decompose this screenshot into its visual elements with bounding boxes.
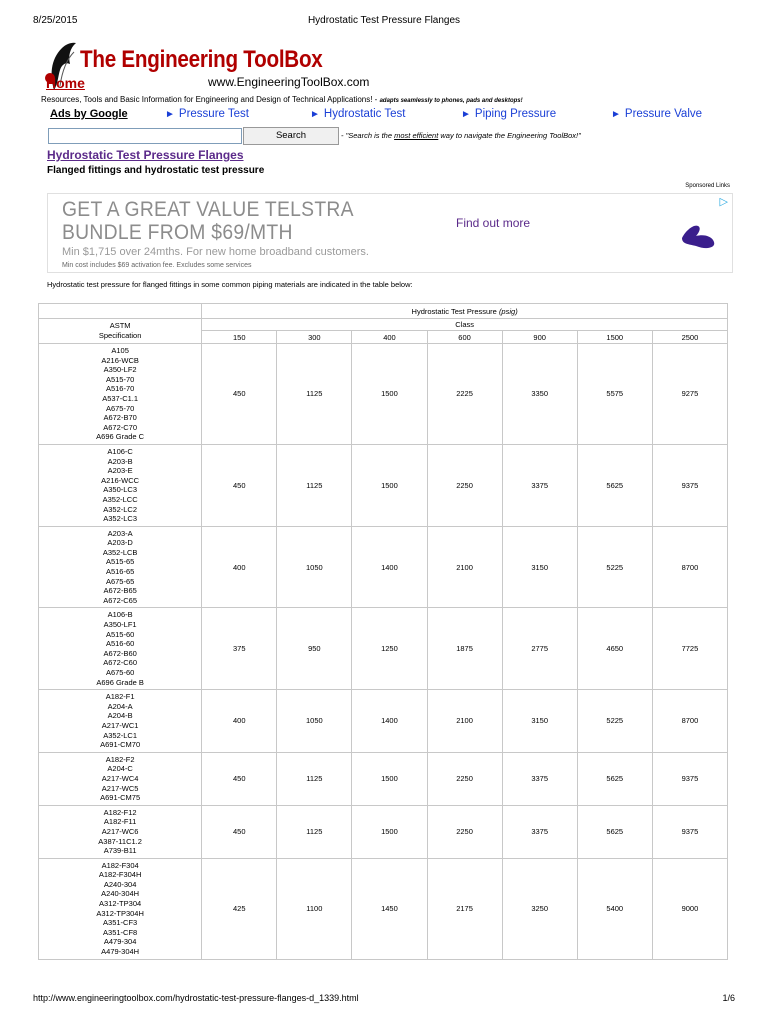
nav-link-label: Hydrostatic Test <box>323 108 406 120</box>
pressure-value-cell: 1500 <box>352 752 427 805</box>
spec-item: A479-304 <box>103 937 137 947</box>
pressure-value-cell: 3250 <box>502 858 577 959</box>
class-header-cell: 2500 <box>652 331 727 344</box>
spec-item: A352-LC1 <box>103 730 137 740</box>
spec-item: A515-65 <box>105 557 135 567</box>
spec-item: A672-C65 <box>103 595 137 605</box>
pressure-value-cell: 1400 <box>352 690 427 753</box>
pressure-value-cell: 5625 <box>577 752 652 805</box>
spec-item: A696 Grade C <box>96 432 145 442</box>
search-button[interactable]: Search <box>243 127 339 145</box>
pressure-value-cell: 1450 <box>352 858 427 959</box>
spec-item: A672-C70 <box>103 422 137 432</box>
tagline-text: Resources, Tools and Basic Information for Engineering and Design of Technical Applications! - <box>41 95 380 104</box>
spec-item: A352-LC3 <box>103 514 137 524</box>
pressure-value-cell: 1125 <box>277 752 352 805</box>
pressure-value-cell: 2100 <box>427 526 502 608</box>
pressure-value-cell: 1125 <box>277 344 352 445</box>
search-note-suffix: way to navigate the Engineering ToolBox!" <box>438 131 581 140</box>
spec-item: A691-CM70 <box>100 740 141 750</box>
spec-item: A217-WC1 <box>101 720 139 730</box>
pressure-value-cell: 1100 <box>277 858 352 959</box>
spec-item: A216-WCB <box>101 355 139 365</box>
spec-item: A516-70 <box>105 384 135 394</box>
search-input[interactable] <box>48 128 242 144</box>
top-nav <box>50 108 720 124</box>
pressure-value-cell: 950 <box>277 608 352 690</box>
pressure-value-cell: 1500 <box>352 344 427 445</box>
pressure-value-cell: 2250 <box>427 444 502 526</box>
page-subtitle: Flanged fittings and hydrostatic test pressure <box>47 165 265 176</box>
print-header <box>33 15 735 29</box>
spec-cell <box>39 526 202 608</box>
pressure-value-cell: 1400 <box>352 526 427 608</box>
spec-item: A672-B70 <box>103 413 137 423</box>
table-unit: (psig) <box>498 306 518 316</box>
print-page-number: 1/6 <box>722 993 735 1003</box>
pressure-value-cell: 400 <box>202 690 277 753</box>
nav-link-pressure-test[interactable] <box>165 108 249 120</box>
pressure-value-cell: 3375 <box>502 444 577 526</box>
pressure-value-cell: 1050 <box>277 526 352 608</box>
search-note <box>341 131 581 140</box>
search-note-prefix: - "Search is the <box>341 131 395 140</box>
spec-cell <box>39 752 202 805</box>
print-url: http://www.engineeringtoolbox.com/hydrostatic-test-pressure-flanges-d_1339.html <box>33 993 359 1003</box>
pressure-value-cell: 450 <box>202 344 277 445</box>
pressure-value-cell: 450 <box>202 444 277 526</box>
spec-item: A182-F11 <box>103 817 137 827</box>
pressure-value-cell: 425 <box>202 858 277 959</box>
spec-item: A672-B65 <box>103 586 137 596</box>
pressure-value-cell: 2250 <box>427 752 502 805</box>
pressure-value-cell: 2100 <box>427 690 502 753</box>
pressure-value-cell: 3150 <box>502 526 577 608</box>
spec-header-line: ASTM <box>109 321 131 331</box>
spec-item: A515-70 <box>105 374 135 384</box>
triangle-right-icon: ► <box>611 109 621 120</box>
pressure-value-cell: 9375 <box>652 805 727 858</box>
pressure-value-cell: 1125 <box>277 805 352 858</box>
pressure-value-cell: 1125 <box>277 444 352 526</box>
pressure-value-cell: 5625 <box>577 805 652 858</box>
spec-item: A479-304H <box>101 947 140 957</box>
spec-cell <box>39 608 202 690</box>
triangle-right-icon: ► <box>310 109 320 120</box>
ad-subtext: Min $1,715 over 24mths. For new home broadband customers. <box>62 246 369 258</box>
spec-item: A350-LF2 <box>103 365 137 375</box>
spec-item: A105 <box>111 346 129 355</box>
pressure-value-cell: 1500 <box>352 444 427 526</box>
print-date: 8/25/2015 <box>33 15 78 26</box>
spec-item: A350-LF1 <box>103 620 137 630</box>
spec-item: A106-C <box>107 446 133 456</box>
spec-item: A351-CF8 <box>103 927 138 937</box>
table-row <box>39 344 728 445</box>
spec-item: A182-F304H <box>98 870 142 880</box>
site-tagline <box>41 95 523 104</box>
spec-item: A204-B <box>107 711 133 721</box>
nav-link-label: Pressure Valve <box>624 108 703 120</box>
table-row <box>39 526 728 608</box>
spec-cell <box>39 858 202 959</box>
table-row <box>39 608 728 690</box>
spec-item: A387-11C1.2 <box>98 836 142 846</box>
table-row <box>39 752 728 805</box>
spec-cell <box>39 690 202 753</box>
nav-link-piping-pressure[interactable] <box>461 108 556 120</box>
pressure-value-cell: 2175 <box>427 858 502 959</box>
pressure-value-cell: 2775 <box>502 608 577 690</box>
pressure-value-cell: 9000 <box>652 858 727 959</box>
spec-item: A691-CM75 <box>100 793 141 803</box>
nav-link-hydrostatic-test[interactable] <box>310 108 406 120</box>
pressure-value-cell: 3350 <box>502 344 577 445</box>
pressure-value-cell: 4650 <box>577 608 652 690</box>
pressure-value-cell: 5625 <box>577 444 652 526</box>
pressure-value-cell: 9275 <box>652 344 727 445</box>
ad-headline-line-1: GET A GREAT VALUE TELSTRA <box>62 198 354 221</box>
spec-item: A182-F304 <box>101 860 139 870</box>
pressure-value-cell: 8700 <box>652 526 727 608</box>
print-title: Hydrostatic Test Pressure Flanges <box>307 15 461 26</box>
spec-item: A217-WC6 <box>101 826 139 836</box>
ad-headline <box>62 198 354 244</box>
pressure-value-cell: 5575 <box>577 344 652 445</box>
spec-item: A739-B11 <box>103 846 137 856</box>
pressure-value-cell: 400 <box>202 526 277 608</box>
site-brand[interactable]: The Engineering ToolBox <box>80 46 323 73</box>
spec-item: A537-C1.1 <box>102 393 139 403</box>
spec-item: A240-304H <box>101 889 140 899</box>
spec-item: A204-A <box>107 701 133 711</box>
spec-item: A182-F2 <box>105 754 135 764</box>
ad-banner[interactable] <box>47 193 733 273</box>
spec-item: A203-A <box>107 528 133 538</box>
spec-item: A217-WC5 <box>101 783 139 793</box>
spec-item: A312-TP304 <box>99 899 142 909</box>
class-header: Class <box>202 319 728 331</box>
sponsored-links-label: Sponsored Links <box>685 183 730 189</box>
spec-cell <box>39 444 202 526</box>
pressure-value-cell: 2250 <box>427 805 502 858</box>
class-header-cell: 300 <box>277 331 352 344</box>
site-url: www.EngineeringToolBox.com <box>208 75 370 89</box>
intro-text: Hydrostatic test pressure for flanged fittings in some common piping materials are indicated in the table below: <box>47 280 413 289</box>
pressure-value-cell: 2225 <box>427 344 502 445</box>
spec-cell <box>39 344 202 445</box>
pressure-value-cell: 1050 <box>277 690 352 753</box>
spec-item: A216-WCC <box>101 475 140 485</box>
class-header-cell: 150 <box>202 331 277 344</box>
spec-item: A672-B60 <box>103 648 137 658</box>
spec-item: A203-E <box>107 466 133 476</box>
adchoices-triangle-icon[interactable]: ▷ <box>719 196 728 208</box>
table-row <box>39 690 728 753</box>
telstra-logo-icon <box>678 216 718 252</box>
pressure-value-cell: 5400 <box>577 858 652 959</box>
table-title: Hydrostatic Test Pressure <box>411 306 497 316</box>
pressure-value-cell: 3375 <box>502 752 577 805</box>
pressure-value-cell: 3150 <box>502 690 577 753</box>
spec-item: A350-LC3 <box>103 485 137 495</box>
ad-fine-print: Min cost includes $69 activation fee. Excludes some services <box>62 262 252 269</box>
ad-headline-line-2: BUNDLE FROM $69/MTH <box>62 221 293 244</box>
pressure-value-cell: 450 <box>202 805 277 858</box>
tagline-note: adapts seamlessly to phones, pads and desktops! <box>379 98 523 104</box>
nav-link-label: Piping Pressure <box>474 108 557 120</box>
spec-item: A182-F12 <box>103 807 137 817</box>
pressure-value-cell: 5225 <box>577 526 652 608</box>
spec-item: A516-60 <box>105 639 135 649</box>
spec-item: A351-CF3 <box>103 918 138 928</box>
spec-item: A352-LCB <box>102 547 138 557</box>
class-header-cell: 900 <box>502 331 577 344</box>
spec-item: A203-D <box>107 538 133 548</box>
spec-item: A675-70 <box>105 403 135 413</box>
pressure-value-cell: 375 <box>202 608 277 690</box>
spec-item: A675-60 <box>105 668 135 677</box>
table-row <box>39 858 728 959</box>
spec-item: A182-F1 <box>105 692 135 702</box>
pressure-value-cell: 450 <box>202 752 277 805</box>
class-header-cell: 600 <box>427 331 502 344</box>
triangle-right-icon: ► <box>165 109 175 120</box>
spec-item: A106-B <box>107 610 133 620</box>
spec-item: A675-65 <box>105 576 135 586</box>
table-title-cell <box>202 304 728 319</box>
pressure-value-cell: 9375 <box>652 752 727 805</box>
class-header-cell: 400 <box>352 331 427 344</box>
table-row <box>39 805 728 858</box>
spec-header <box>39 319 202 344</box>
pressure-value-cell: 1875 <box>427 608 502 690</box>
ad-find-out-more-link[interactable]: Find out more <box>456 216 531 230</box>
spec-item: A203-B <box>107 456 133 466</box>
class-header-cell: 1500 <box>577 331 652 344</box>
pressure-value-cell: 1500 <box>352 805 427 858</box>
spec-item: A352-LCC <box>102 494 138 504</box>
spec-item: A217-WC4 <box>101 773 139 783</box>
spec-item: A696 Grade B <box>96 677 144 687</box>
table-row <box>39 444 728 526</box>
spec-item: A312-TP304H <box>96 908 144 918</box>
ads-by-google-link[interactable]: Ads by Google <box>50 108 128 120</box>
spec-header-line: Specification <box>98 331 142 340</box>
spec-item: A516-65 <box>105 567 135 577</box>
pressure-value-cell: 1250 <box>352 608 427 690</box>
pressure-value-cell: 7725 <box>652 608 727 690</box>
spec-item: A515-60 <box>105 629 135 639</box>
spec-item: A672-C60 <box>103 658 137 668</box>
nav-link-label: Pressure Test <box>178 108 250 120</box>
hydrostatic-pressure-table <box>38 303 728 960</box>
search-note-emphasis: most efficient <box>394 131 439 140</box>
pressure-value-cell: 9375 <box>652 444 727 526</box>
page-title[interactable]: Hydrostatic Test Pressure Flanges <box>47 148 244 162</box>
spec-item: A352-LC2 <box>103 504 137 514</box>
spec-item: A204-C <box>107 764 133 774</box>
pressure-value-cell: 8700 <box>652 690 727 753</box>
triangle-right-icon: ► <box>461 109 471 120</box>
spec-item: A240-304 <box>103 879 137 889</box>
pressure-value-cell: 5225 <box>577 690 652 753</box>
nav-link-pressure-valve[interactable] <box>611 108 702 120</box>
spec-cell <box>39 805 202 858</box>
home-link[interactable]: Home <box>46 75 85 91</box>
table-empty-corner <box>39 304 202 319</box>
pressure-value-cell: 3375 <box>502 805 577 858</box>
